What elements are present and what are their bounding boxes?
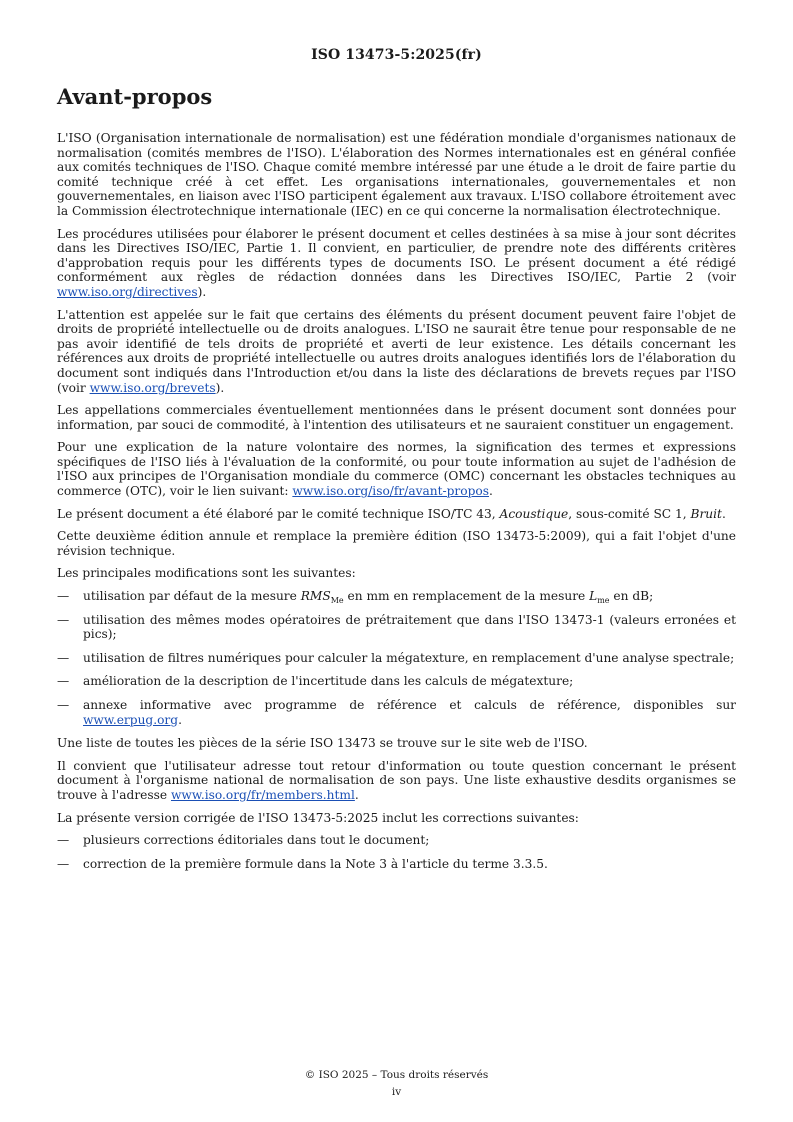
- page-title: Avant-propos: [57, 84, 213, 109]
- paragraph-feedback: Il convient que l'utilisateur adresse tout retour d'information ou toute question concernant le présent document à l'organisme national de normalisation de son pays. Une liste exhaustive desdits organismes se trouve à l'adresse www.iso.org/fr/members.html.: [57, 758, 736, 802]
- link-avant-propos[interactable]: www.iso.org/iso/fr/avant-propos: [292, 484, 489, 499]
- committee-name: Acoustique: [499, 506, 569, 521]
- paragraph-corrections-intro: La présente version corrigée de l'ISO 13473-5:2025 inclut les corrections suivantes:: [57, 810, 579, 825]
- paragraph-edition: Cette deuxième édition annule et remplace la première édition (ISO 13473-5:2009), qui a fait l'objet d'une révision technique.: [57, 529, 736, 558]
- dash-bullet: —: [57, 856, 70, 871]
- page-number: iv: [391, 1086, 402, 1098]
- document-id-header: ISO 13473-5:2025(fr): [311, 47, 482, 63]
- list-item: — annexe informative avec programme de référence et calculs de référence, disponibles sur www.erpug.org.: [57, 698, 736, 727]
- list-item: — utilisation par défaut de la mesure $RMS_{Me}$ en mm en remplacement de la mesure $L_{me}$ en dB;: [57, 589, 654, 606]
- paragraph-procedures-text: Les procédures utilisées pour élaborer le présent document et celles destinées à sa mise à jour sont décrites dans les Directives ISO/IEC, Partie 1. Il convient, en particulier, de prendre note des différents critères d'approbation requis pour les différents types de documents ISO. Le présent document a été rédigé conformément aux règles de rédaction données dans les Directives ISO/IEC, Partie 2 (voir: [57, 226, 736, 285]
- copyright-notice: © ISO 2025 – Tous droits réservés: [304, 1069, 489, 1081]
- paragraph-voluntary-nature-text: Pour une explication de la nature volontaire des normes, la signification des termes et expressions spécifiques de l'ISO liés à l'évaluation de la conformité, ou pour toute information au sujet de l'adhésion de l'ISO aux principes de l'Organisation mondiale du commerce (OMC) concernant les obstacles techniques au commerce (OTC), voir le lien suivant:: [57, 440, 736, 499]
- paragraph-voluntary-nature: Pour une explication de la nature volontaire des normes, la signification des termes et expressions spécifiques de l'ISO liés à l'évaluation de la conformité, ou pour toute information au sujet de l'adhésion de l'ISO aux principes de l'Organisation mondiale du commerce (OMC) concernant les obstacles techniques au commerce (OTC), voir le lien suivant: www.iso.org/iso/fr/avant-propos.: [57, 440, 736, 499]
- dash-bullet: —: [57, 698, 70, 712]
- list-item: — utilisation des mêmes modes opératoires de prétraitement que dans l'ISO 13473-1 (valeurs erronées et pics);: [57, 612, 736, 642]
- link-members[interactable]: www.iso.org/fr/members.html: [170, 787, 355, 802]
- corrections-list: [57, 833, 736, 871]
- paragraph-feedback-text: Il convient que l'utilisateur adresse tout retour d'information ou toute question concernant le présent document à l'organisme national de normalisation de son pays. Une liste exhaustive desdits organismes se trouve à l'adresse: [57, 758, 736, 802]
- subcommittee-name: Bruit: [690, 506, 722, 521]
- foreword-body: [57, 131, 736, 880]
- paragraph-changes-intro: Les principales modifications sont les suivantes:: [57, 566, 356, 581]
- paragraph-patents-text: L'attention est appelée sur le fait que certains des éléments du présent document peuvent faire l'objet de droits de propriété intellectuelle ou de droits analogues. L'ISO ne saurait être tenue pour responsable de ne pas avoir identifié de tels droits de propriété et averti de leur existence. Les détails concernant les références aux droits de propriété intellectuelle ou autres droits analogues identifiés lors de l'élaboration du document sont indiqués dans l'Introduction et/ou dans la liste des déclarations de brevets reçues par l'ISO (voir: [57, 307, 736, 395]
- page-footer: [0, 1067, 793, 1101]
- paragraph-committee: Le présent document a été élaboré par le comité technique ISO/TC 43, Acoustique, sous-comité SC 1, Bruit.: [57, 506, 726, 521]
- paragraph-procedures: Les procédures utilisées pour élaborer le présent document et celles destinées à sa mise à jour sont décrites dans les Directives ISO/IEC, Partie 1. Il convient, en particulier, de prendre note des différents critères d'approbation requis pour les différents types de documents ISO. Le présent document a été rédigé conformément aux règles de rédaction données dans les Directives ISO/IEC, Partie 2 (voir www.iso.org/directives).: [57, 226, 736, 299]
- dash-bullet: —: [57, 833, 70, 848]
- list-item: — utilisation de filtres numériques pour calculer la mégatexture, en remplacement d'une analyse spectrale;: [57, 650, 735, 665]
- list-item: — plusieurs corrections éditoriales dans tout le document;: [57, 833, 430, 848]
- dash-bullet: —: [57, 612, 70, 627]
- dash-bullet: —: [57, 589, 70, 604]
- paragraph-series-list: Une liste de toutes les pièces de la série ISO 13473 se trouve sur le site web de l'ISO.: [57, 736, 588, 751]
- paragraph-patents: L'attention est appelée sur le fait que certains des éléments du présent document peuvent faire l'objet de droits de propriété intellectuelle ou de droits analogues. L'ISO ne saurait être tenue pour responsable de ne pas avoir identifié de tels droits de propriété et averti de leur existence. Les détails concernant les références aux droits de propriété intellectuelle ou autres droits analogues identifiés lors de l'élaboration du document sont indiqués dans l'Introduction et/ou dans la liste des déclarations de brevets reçues par l'ISO (voir www.iso.org/brevets).: [57, 307, 736, 395]
- dash-bullet: —: [57, 674, 70, 689]
- paragraph-iso-intro: L'ISO (Organisation internationale de normalisation) est une fédération mondiale d'organismes nationaux de normalisation (comités membres de l'ISO). L'élaboration des Normes internationales est en général confiée aux comités techniques de l'ISO. Chaque comité membre intéressé par une étude a le droit de faire partie du comité technique créé à cet effet. Les organisations internationales, gouvernementales et non gouvernementales, en liaison avec l'ISO participent également aux travaux. L'ISO collabore étroitement avec la Commission électrotechnique internationale (IEC) en ce qui concerne la normalisation électrotechnique.: [57, 131, 736, 218]
- list-item: — correction de la première formule dans la Note 3 à l'article du terme 3.3.5.: [57, 856, 548, 871]
- link-erpug[interactable]: www.erpug.org: [83, 712, 179, 727]
- changes-list: [57, 589, 736, 727]
- paragraph-trade-names: Les appellations commerciales éventuellement mentionnées dans le présent document sont données pour information, par souci de commodité, à l'intention des utilisateurs et ne sauraient constituer un engagement.: [57, 403, 736, 432]
- link-directives[interactable]: www.iso.org/directives: [57, 284, 198, 299]
- list-item: — amélioration de la description de l'incertitude dans les calculs de mégatexture;: [57, 674, 574, 689]
- link-brevets[interactable]: www.iso.org/brevets: [89, 380, 216, 395]
- dash-bullet: —: [57, 650, 70, 665]
